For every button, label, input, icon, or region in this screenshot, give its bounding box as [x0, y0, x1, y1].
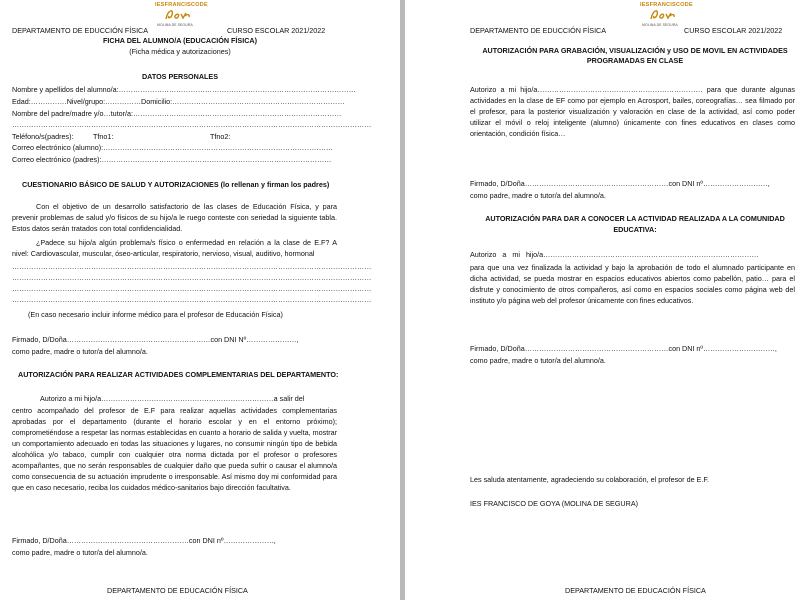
goya-signature-logo [648, 7, 678, 23]
activities-authorization-heading: AUTORIZACIÓN PARA REALIZAR ACTIVIDADES COMPLEMENTARIAS DEL DEPARTAMENTO: [18, 370, 339, 379]
department-label: DEPARTAMENTO DE EDUCCIÓN FÍSICA [470, 26, 607, 35]
page-footer: DEPARTAMENTO DE EDUCACIÓN FÍSICA [565, 586, 706, 595]
health-intro-paragraph: Con el objetivo de un desarrollo satisfactorio de las clases de Educación Física, y para prevenir problemas de salud y/o físicos de su hijo/a le ruego conteste con seriedad la siguiente tabla. Estos datos serán tratados con total confidencialidad. [12, 202, 337, 233]
phone-2-field[interactable]: Tfno2: [210, 132, 231, 141]
student-name-field[interactable]: Nombre y apellidos del alumno/a:……………………………………………………………………………………… [12, 85, 356, 94]
school-name: IES FRANCISCO DE GOYA (MOLINA DE SEGURA) [470, 499, 639, 508]
logo-top-text: IESFRANCISCODE [640, 2, 693, 8]
signature-line-health[interactable]: Firmado, D/Doña……………………………………………………con DNI Nº…………………, [12, 335, 299, 344]
school-year-label: CURSO ESCOLAR 2021/2022 [227, 26, 326, 35]
community-authorization-heading-line-1: AUTORIZACIÓN PARA DAR A CONOCER LA ACTIVIDAD REALIZADA A LA COMUNIDAD [485, 214, 785, 223]
health-questionnaire-heading: CUESTIONARIO BÁSICO DE SALUD Y AUTORIZACIONES (lo rellenan y firman los padres) [22, 180, 330, 189]
community-child-name-field[interactable]: Autorizo a mi hijo/a……………………………………………………………………………… [470, 250, 759, 259]
signature-role-health: como padre, madre o tutor/a del alumno/a. [12, 347, 148, 356]
parent-name-field[interactable]: Nombre del padre/madre y/o…tutor/a:…………………………………………………………………………… [12, 109, 342, 118]
video-authorization-paragraph: Autorizo a mi hijo/a…………………………………………………………… para que durante algunas actividades en la clase de EF como por ejemplo en Acrosport, bailes, coreografías… sea filmado por el profesor, para la posterior visualización y valoración en clase de la actividad, así como poder utilizar el móvil o reloj inteligente (alumno) únicamente con fines educativos en clases como orientación, condición física… [470, 85, 795, 138]
form-title: FICHA DEL ALUMNO/A (EDUCACIÓN FÍSICA) [103, 36, 257, 45]
signature-role-video: como padre, madre o tutor/a del alumno/a. [470, 191, 606, 200]
parents-phone-label: Teléfono/s(padres): [12, 132, 74, 141]
document-page-2 [405, 0, 811, 600]
medical-report-note: (En caso necesario incluir informe médico para el profesor de Educación Física) [28, 310, 283, 319]
signature-line-activities[interactable]: Firmado, D/Doña……………………………………………con DNI nº…………………, [12, 536, 276, 545]
community-authorization-heading-line-2: EDUCATIVA: [613, 225, 657, 234]
health-answer-line-4[interactable]: …………………………………………………………………………………………………………………………………… [12, 295, 372, 304]
page-footer: DEPARTAMENTO DE EDUCACIÓN FÍSICA [107, 586, 248, 595]
signature-role-community: como padre, madre o tutor/a del alumno/a. [470, 356, 606, 365]
school-logo [637, 2, 693, 30]
video-authorization-heading-line-2: PROGRAMADAS EN CLASE [586, 56, 684, 65]
health-answer-line-1[interactable]: …………………………………………………………………………………………………………………………………… [12, 262, 372, 271]
personal-data-heading: DATOS PERSONALES [141, 72, 218, 81]
logo-bottom-text: MOLINA DE SEGURA [157, 23, 193, 27]
community-authorization-paragraph: para que una vez finalizada la actividad y bajo la aprobación de todo el alumnado participante en dicha actividad, se pueda mostrar en espacios educativos abiertos como pabellón, patio… para el disfrute y conocimiento de otros compañeros, así como en espacios sociales como página web del instituto y/o página web del profesor únicamente con fines educativos. [470, 263, 795, 305]
activities-authorization-paragraph: centro acompañado del profesor de E.F para realizar aquellas actividades complementarias aprobadas por el departamento (durante el horario escolar y en el entorno próximo); comprometiéndose a respetar las normas establecidas en cuanto a horario de salida y vuelta, mostrar un comportamiento adecuado en todas las situaciones y lugares, no consumir ningún tipo de bebida alcohólica y/o tabaco, cumplir con cualquier otra norma dictada por el profesor o profesores acompañantes, que no serán responsables de cualquier daño que pueda sufrir o causar el alumno/a como consecuencia de su actuación imprudente o irresponsable. Así mismo doy mi conformidad para que en caso necesario, reciba los cuidados médico-sanitarios bajo dirección facultativa. [12, 406, 337, 492]
health-question-paragraph: ¿Padece su hijo/a algún problema/s físico o enfermedad en relación a la clase de E.F? A nivel: Cardiovascular, muscular, óseo-articular, respiratorio, nervioso, visual, auditivo, hormonal [12, 238, 337, 258]
video-authorization-heading-line-1: AUTORIZACIÓN PARA GRABACIÓN, VISUALIZACIÓN y USO DE MOVIL EN ACTIVIDADES [482, 46, 788, 55]
health-answer-line-2[interactable]: …………………………………………………………………………………………………………………………………… [12, 273, 372, 282]
signature-line-community[interactable]: Firmado, D/Doña……………………………………………………con DNI nº…………………………, [470, 344, 777, 353]
parents-email-field[interactable]: Correo electrónico (padres):…………………………………………………………………………………… [12, 155, 332, 164]
school-year-label: CURSO ESCOLAR 2021/2022 [684, 26, 783, 35]
closing-greeting: Les saluda atentamente, agradeciendo su colaboración, el profesor de E.F. [470, 475, 709, 484]
logo-bottom-text: MOLINA DE SEGURA [642, 23, 678, 27]
form-subtitle: (Ficha médica y autorizaciones) [129, 47, 231, 56]
department-label: DEPARTAMENTO DE EDUCCIÓN FÍSICA [12, 26, 149, 35]
student-email-field[interactable]: Correo electrónico (alumno):…………………………………………………………………………………… [12, 143, 334, 152]
phone-1-field[interactable]: Tfno1: [93, 132, 114, 141]
parent-name-field-continuation[interactable]: …………………………………………………………………………………………………………………………………… [12, 120, 372, 129]
health-answer-line-3[interactable]: …………………………………………………………………………………………………………………………………… [12, 284, 372, 293]
age-level-address-field[interactable]: Edad:……………Nivel/grupo:……………Domicilio:……………………………………………………………… [12, 97, 345, 106]
goya-signature-logo [163, 7, 193, 23]
activities-child-name-field[interactable]: Autorizo a mi hijo/a………………………………………………………………a salir del [40, 394, 305, 403]
logo-top-text: IESFRANCISCODE [155, 2, 208, 8]
signature-role-activities: como padre, madre o tutor/a del alumno/a. [12, 548, 148, 557]
school-logo [152, 2, 208, 30]
signature-line-video[interactable]: Firmado, D/Doña……………………………………………………con DNI nº………………………, [470, 179, 770, 188]
document-page-1 [0, 0, 400, 600]
